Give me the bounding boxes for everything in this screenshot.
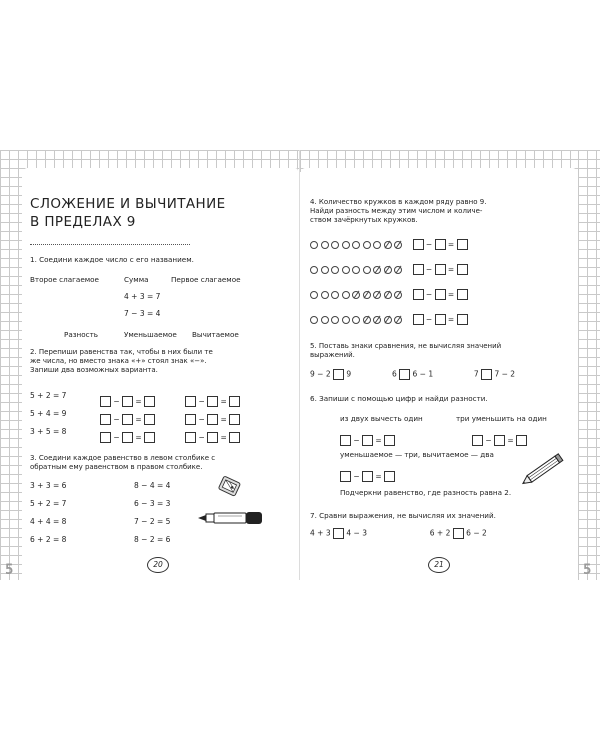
task1-label-difference: Разность (64, 330, 99, 339)
circle (352, 316, 360, 324)
answer-box[interactable] (100, 414, 111, 425)
task2-answer-row-3: − = − = (100, 427, 240, 446)
task5-item-1-left: 9 − 2 (310, 369, 331, 379)
answer-box[interactable] (413, 289, 424, 300)
circle (363, 241, 371, 249)
left-content (24, 168, 298, 580)
task5-item-3-left: 7 (473, 369, 479, 379)
answer-box[interactable] (362, 471, 373, 482)
task1-label-second-addend: Второе слагаемое (30, 275, 99, 284)
answer-box[interactable] (185, 396, 196, 407)
task7-item-1-right: 4 − 3 (346, 528, 367, 538)
task6-phrase-1: из двух вычесть один (340, 414, 423, 423)
task6-answer-3: − = (340, 466, 395, 485)
compare-box[interactable] (333, 528, 344, 539)
answer-box[interactable] (435, 264, 446, 275)
task1-label-minuend: Уменьшаемое (124, 330, 177, 339)
circle (342, 241, 350, 249)
page-number: 20 (147, 557, 169, 573)
answer-box[interactable] (144, 414, 155, 425)
circle (342, 316, 350, 324)
answer-box[interactable] (516, 435, 527, 446)
left-page (0, 150, 300, 580)
answer-box[interactable] (384, 435, 395, 446)
equals-sign: = (447, 290, 455, 299)
page-subtitle: В ПРЕДЕЛАХ 9 (30, 214, 136, 230)
task3-left-eq-2: 5 + 2 = 7 (30, 499, 67, 508)
circle (310, 266, 318, 274)
answer-box[interactable] (100, 432, 111, 443)
circle (373, 241, 381, 249)
circle (331, 316, 339, 324)
task3-right-eq-3: 7 − 2 = 5 (134, 517, 171, 526)
task2-answer-row-1: − = − = (100, 391, 240, 410)
answer-box[interactable] (122, 432, 133, 443)
equals-sign: = (447, 265, 455, 274)
answer-box[interactable] (413, 239, 424, 250)
circle (352, 241, 360, 249)
task6-answer-2: − = (472, 430, 527, 449)
side-number: 5 (583, 562, 592, 578)
answer-box[interactable] (144, 432, 155, 443)
task7-item-2-left: 6 + 2 (429, 528, 451, 538)
task5-item-2-right: 6 − 1 (412, 369, 434, 379)
answer-box[interactable] (229, 396, 240, 407)
task1-label-first-addend: Первое слагаемое (171, 275, 241, 284)
side-number: 5 (5, 562, 14, 578)
compare-box[interactable] (333, 369, 344, 380)
answer-box[interactable] (229, 414, 240, 425)
compare-box[interactable] (481, 369, 492, 380)
task2-equation-2: 5 + 4 = 9 (30, 409, 67, 418)
answer-box[interactable] (457, 264, 468, 275)
answer-box[interactable] (435, 314, 446, 325)
minus-sign: − (425, 315, 433, 324)
compare-box[interactable] (453, 528, 464, 539)
task1-equation-2: 7 − 3 = 4 (124, 309, 161, 318)
pencil-icon (522, 448, 568, 488)
task3-text: 3. Соедини каждое равенство в левом столбике с обратным ему равенством в правом столбике. (30, 454, 216, 471)
minus-sign: − (425, 265, 433, 274)
answer-box[interactable] (122, 396, 133, 407)
task1-label-subtrahend: Вычитаемое (192, 330, 239, 339)
crossed-circle (384, 266, 392, 274)
answer-box[interactable] (457, 314, 468, 325)
circle (331, 241, 339, 249)
task5-text: 5. Поставь знаки сравнения, не вычисляя значений выражений. (310, 342, 502, 359)
task5-item-2-left: 6 (391, 369, 397, 379)
answer-box[interactable] (362, 435, 373, 446)
task2-equation-1: 5 + 2 = 7 (30, 391, 67, 400)
circle (321, 266, 329, 274)
task7-item-2-right: 6 − 2 (466, 528, 487, 538)
answer-box[interactable] (100, 396, 111, 407)
circle (310, 316, 318, 324)
crossed-circle (394, 291, 402, 299)
compare-box[interactable] (399, 369, 410, 380)
right-content (302, 168, 576, 580)
task1-equation-1: 4 + 3 = 7 (124, 292, 161, 301)
title-divider (30, 244, 190, 245)
answer-box[interactable] (435, 289, 446, 300)
answer-box[interactable] (207, 414, 218, 425)
answer-box[interactable] (340, 435, 351, 446)
task3-right-eq-1: 8 − 4 = 4 (134, 481, 171, 490)
minus-sign: − (425, 290, 433, 299)
crossed-circle (363, 316, 371, 324)
answer-box[interactable] (229, 432, 240, 443)
answer-box[interactable] (207, 396, 218, 407)
answer-box[interactable] (413, 314, 424, 325)
answer-box[interactable] (144, 396, 155, 407)
right-grid-band (578, 150, 600, 580)
answer-box[interactable] (413, 264, 424, 275)
task5-comparisons (310, 369, 515, 380)
answer-box[interactable] (384, 471, 395, 482)
sharpener-icon (214, 474, 244, 500)
equals-sign: = (447, 315, 455, 324)
task2-answer-row-2: − = − = (100, 409, 240, 428)
circle (363, 266, 371, 274)
crossed-circle (384, 291, 392, 299)
task6-underline-text: Подчеркни равенство, где разность равна 2. (340, 488, 512, 497)
circle (310, 241, 318, 249)
page-number: 21 (428, 557, 450, 573)
left-grid-band (0, 150, 22, 580)
answer-box[interactable] (340, 471, 351, 482)
circle (331, 291, 339, 299)
answer-box[interactable] (122, 414, 133, 425)
crossed-circle (373, 266, 381, 274)
answer-box[interactable] (457, 239, 468, 250)
crossed-circle (394, 241, 402, 249)
crossed-circle (352, 291, 360, 299)
circle-row (310, 309, 468, 328)
crossed-circle (373, 291, 381, 299)
answer-box[interactable] (207, 432, 218, 443)
circle (342, 266, 350, 274)
right-page (300, 150, 600, 580)
crossed-circle (394, 266, 402, 274)
task6-text: 6. Запиши с помощью цифр и найди разности. (310, 394, 488, 403)
marker-icon (196, 508, 266, 528)
circle (352, 266, 360, 274)
circle (342, 291, 350, 299)
task6-phrase-2: три уменьшить на один (456, 414, 547, 423)
circle-row (310, 259, 468, 278)
crossed-circle (384, 316, 392, 324)
task6-answer-1: − = (340, 430, 395, 449)
task3-left-eq-3: 4 + 4 = 8 (30, 517, 67, 526)
task7-text: 7. Сравни выражения, не вычисляя их значений. (310, 511, 496, 520)
crossed-circle (373, 316, 381, 324)
crossed-circle (394, 316, 402, 324)
task7-item-1-left: 4 + 3 (310, 528, 331, 538)
task5-item-3-right: 7 − 2 (494, 369, 516, 379)
task3-right-eq-2: 6 − 3 = 3 (134, 499, 171, 508)
task2-text: 2. Перепиши равенства так, чтобы в них были те же числа, но вместо знака «+» стоял знак «−». Запиши два возможных варианта. (30, 348, 213, 374)
equals-sign: = (447, 240, 455, 249)
answer-box[interactable] (457, 289, 468, 300)
crossed-circle (363, 291, 371, 299)
minus-sign: − (425, 240, 433, 249)
circle-row (310, 234, 468, 253)
task2-equation-3: 3 + 5 = 8 (30, 427, 67, 436)
answer-box[interactable] (472, 435, 483, 446)
answer-box[interactable] (494, 435, 505, 446)
circle (321, 241, 329, 249)
task3-right-eq-4: 8 − 2 = 6 (134, 535, 171, 544)
task1-label-sum: Сумма (124, 275, 149, 284)
crossed-circle (384, 241, 392, 249)
circle (321, 316, 329, 324)
circle-row (310, 284, 468, 303)
answer-box[interactable] (185, 432, 196, 443)
answer-box[interactable] (185, 414, 196, 425)
task4-text: 4. Количество кружков в каждом ряду равно 9. Найди разность между этим числом и количе- ством зачёркнутых кружков. (310, 198, 487, 224)
circle (331, 266, 339, 274)
task5-item-1-right: 9 (346, 369, 352, 379)
answer-box[interactable] (435, 239, 446, 250)
task6-phrase-3: уменьшаемое — три, вычитаемое — два (340, 450, 494, 459)
book-spread (0, 150, 600, 580)
task3-left-eq-4: 6 + 2 = 8 (30, 535, 67, 544)
task1-text: 1. Соедини каждое число с его названием. (30, 255, 194, 264)
task7-comparisons (310, 528, 487, 539)
circle (310, 291, 318, 299)
circle (321, 291, 329, 299)
page-title: СЛОЖЕНИЕ И ВЫЧИТАНИЕ (30, 196, 226, 212)
task3-left-eq-1: 3 + 3 = 6 (30, 481, 67, 490)
